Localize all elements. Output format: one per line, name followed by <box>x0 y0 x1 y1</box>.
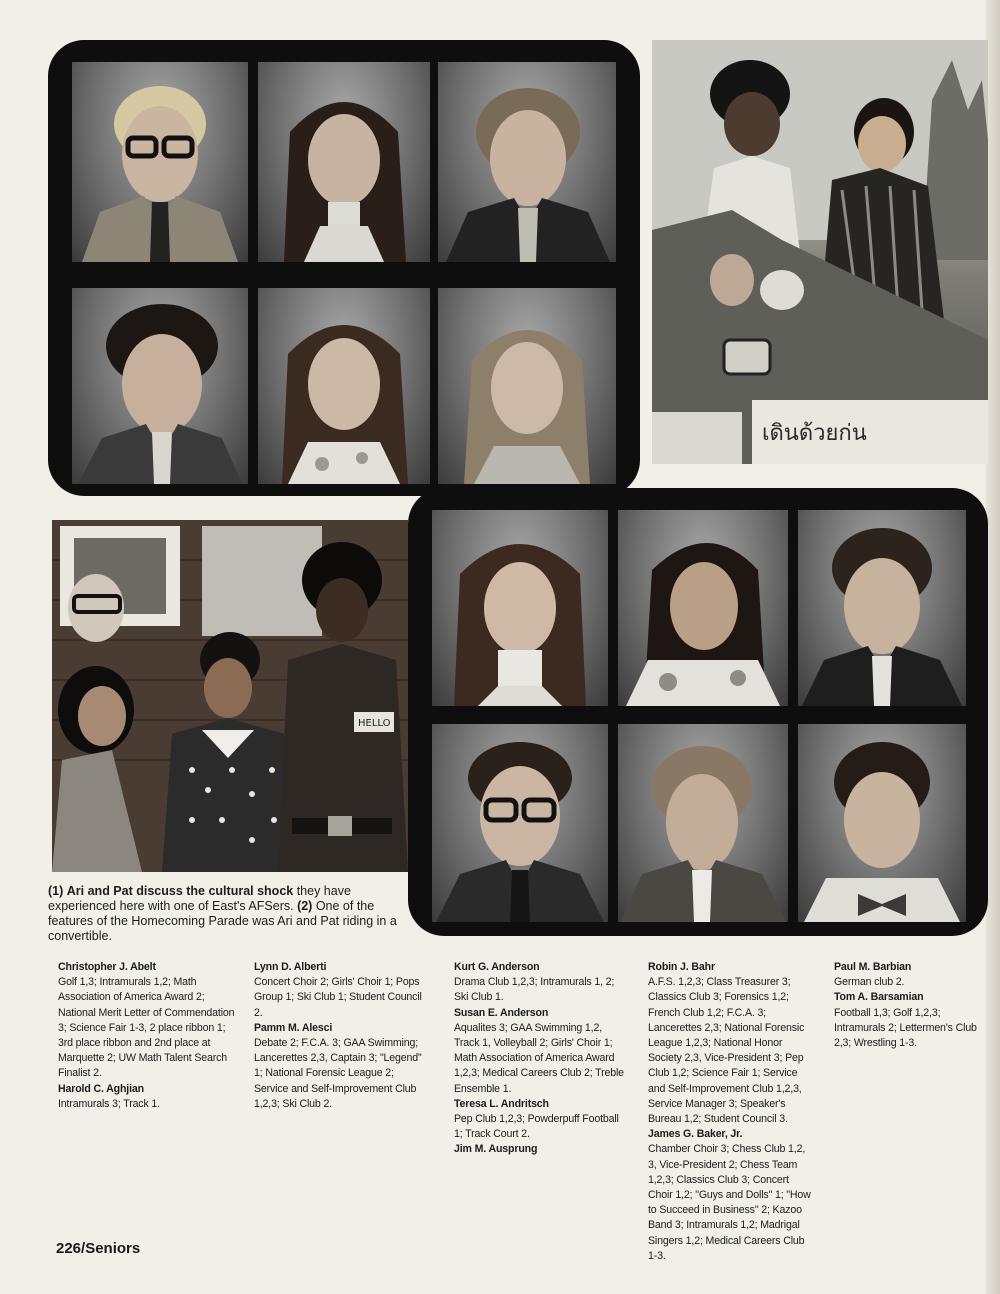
senior-name: James G. Baker, Jr. <box>648 1128 743 1141</box>
senior-activities: Intramurals 3; Track 1. <box>58 1097 160 1110</box>
senior-portrait <box>438 288 616 484</box>
portrait-panel-top <box>48 40 640 496</box>
senior-name: Jim M. Ausprung <box>454 1143 538 1156</box>
senior-activities: Chamber Choir 3; Chess Club 1,2, 3, Vice-President 2; Chess Team 1,2,3; Classics Club 3; Concert Choir 1,2; "Guys and Dolls" 1; "How to Succeed in Business" 2; Kazoo Band 3; Intramurals 1,2; Madrigal Singers 1,2; Medical Careers Club 1-3. <box>648 1143 811 1262</box>
senior-portrait <box>258 288 430 484</box>
senior-portrait <box>72 288 248 484</box>
senior-activities: Debate 2; F.C.A. 3; GAA Swimming; Lancerettes 2,3, Captain 3; "Legend" 1; National Forensic League 2; Service and Self-Improvement Club 1,2,3; Ski Club 2. <box>254 1037 422 1110</box>
senior-name: Pamm M. Alesci <box>254 1021 333 1034</box>
homecoming-parade-photo <box>652 40 988 464</box>
senior-activities: A.F.S. 1,2,3; Class Treasurer 3; Classics Club 3; Forensics 1,2; French Club 1,2; F.C.A. 3; Lancerettes 2,3; National Forensic League 1,2,3; National Honor Society 2,3, Vice-President 3; Pep Club 1,2; Science Fair 1; Service and Self-Improvement Club 1,2,3, Service Manager 3; Speaker's Bureau 1,2; Student Council 3. <box>648 976 805 1126</box>
senior-name: Paul M. Barbian <box>834 961 912 973</box>
senior-name: Christopher J. Abelt <box>58 961 156 973</box>
caption-number-2: (2) <box>297 899 313 913</box>
senior-activities: Drama Club 1,2,3; Intramurals 1, 2; Ski Club 1. <box>454 976 615 1004</box>
senior-activities: Pep Club 1,2,3; Powderpuff Football 1; Track Court 2. <box>454 1113 619 1141</box>
parade-sign-text: เดินด้วยก่น <box>762 421 867 446</box>
senior-name: Teresa L. Andritsch <box>454 1097 549 1110</box>
bio-column-4 <box>648 960 814 1264</box>
senior-name: Robin J. Bahr <box>648 961 715 973</box>
senior-portrait <box>258 62 430 262</box>
photo-caption <box>48 884 400 944</box>
senior-activities: Concert Choir 2; Girls' Choir 1; Pops Group 1; Ski Club 1; Student Council 2. <box>254 976 422 1019</box>
bio-column-5 <box>834 960 984 1051</box>
senior-name: Susan E. Anderson <box>454 1006 549 1019</box>
bio-column-2 <box>254 960 430 1112</box>
senior-activities: Aqualites 3; GAA Swimming 1,2, Track 1, Volleyball 2; Girls' Choir 1; Math Association of America Award 1,2,3; Medical Careers Club 2; Treble Ensemble 1. <box>454 1021 624 1095</box>
afs-students-photo <box>52 520 408 872</box>
senior-name: Harold C. Aghjian <box>58 1082 144 1095</box>
senior-activities: Golf 1,3; Intramurals 1,2; Math Association of America Award 2; National Merit Letter of Commendation 3; Science Fair 1-3, 2 place ribbon 1; 3rd place ribbon and 2nd place at Marquette 2; UW Math Talent Search Finalist 2. <box>58 976 235 1080</box>
bio-column-1 <box>58 960 238 1112</box>
afs-badge-text: HELLO <box>358 718 391 729</box>
caption-text-1: they have experienced here with one of East's AFSers. <box>48 884 351 913</box>
senior-portrait <box>618 510 788 706</box>
senior-name: Kurt G. Anderson <box>454 961 540 973</box>
senior-name: Lynn D. Alberti <box>254 961 327 973</box>
senior-activities: German club 2. <box>834 976 905 989</box>
senior-portrait <box>798 724 966 922</box>
bio-column-3 <box>454 960 624 1158</box>
page-folio: 226/Seniors <box>56 1240 141 1257</box>
portrait-panel-bottom <box>408 488 988 936</box>
caption-lead-1: Ari and Pat discuss the cultural shock <box>66 884 294 898</box>
senior-name: Tom A. Barsamian <box>834 991 924 1004</box>
senior-portrait <box>432 510 608 706</box>
senior-portrait <box>72 62 248 262</box>
senior-portrait <box>618 724 788 922</box>
senior-portrait <box>438 62 616 262</box>
senior-activities: Football 1,3; Golf 1,2,3; Intramurals 2; Lettermen's Club 2,3; Wrestling 1-3. <box>834 1006 977 1050</box>
senior-portrait <box>798 510 966 706</box>
senior-portrait <box>432 724 608 922</box>
caption-text-2: One of the features of the Homecoming Parade was Ari and Pat riding in a convertible. <box>48 899 397 943</box>
caption-number-1: (1) <box>48 884 64 898</box>
page-spine-edge <box>986 0 1000 1294</box>
